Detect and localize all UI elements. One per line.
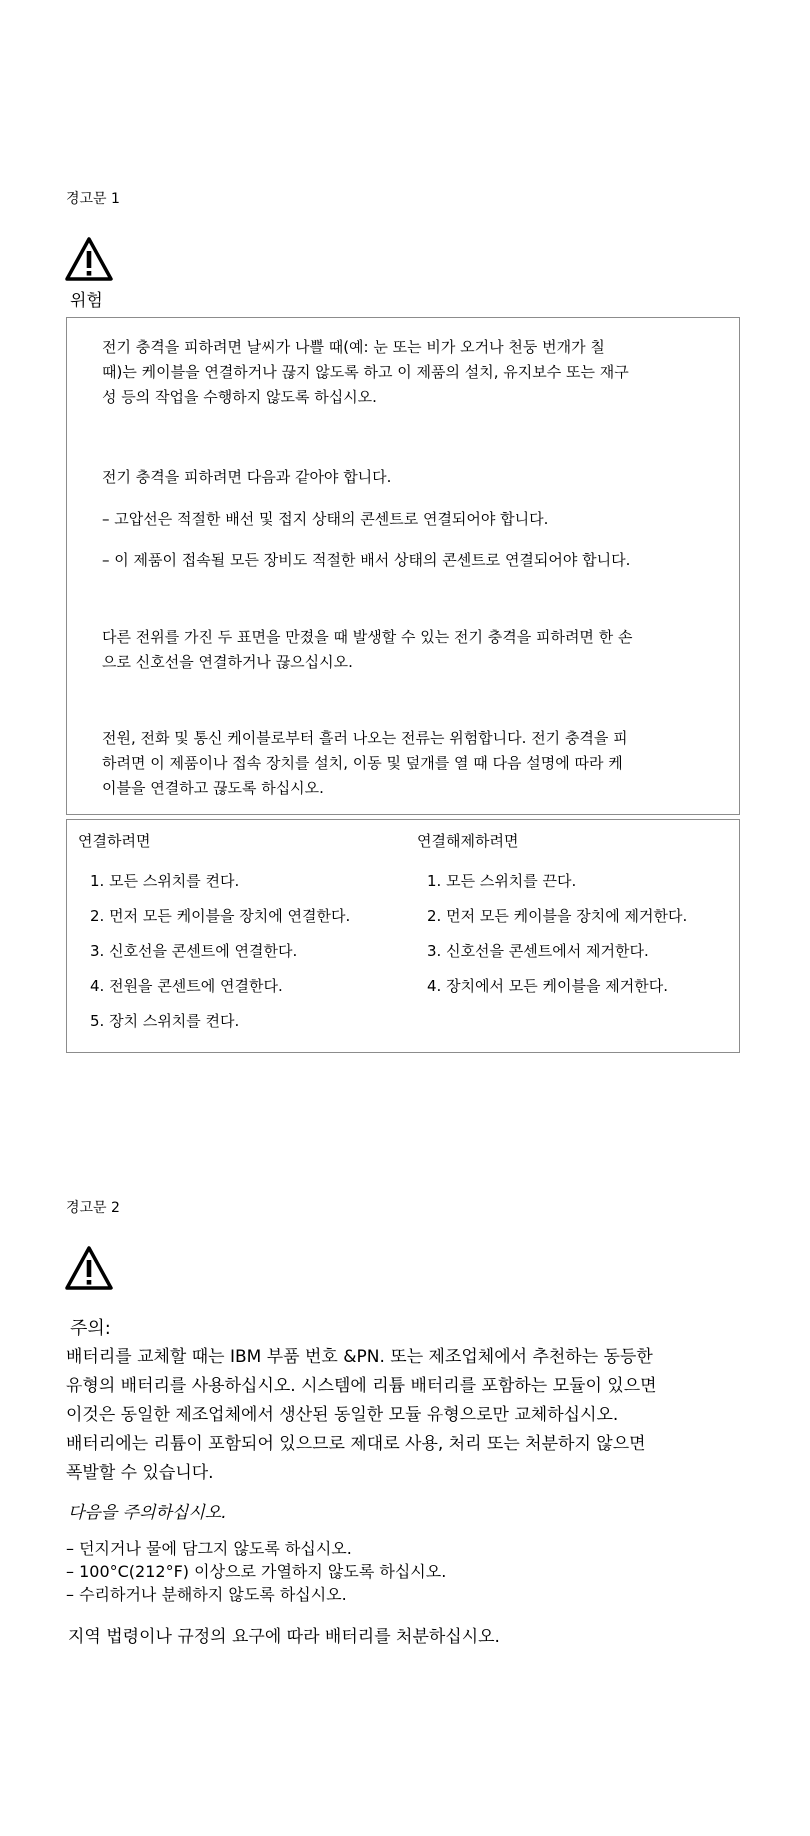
connect-step: 4. 전원을 콘센트에 연결한다. bbox=[90, 977, 283, 995]
connect-step: 5. 장치 스위치를 켠다. bbox=[90, 1012, 240, 1030]
disconnect-step: 3. 신호선을 콘센트에서 제거한다. bbox=[427, 942, 649, 960]
connect-step: 1. 모든 스위치를 켠다. bbox=[90, 872, 240, 890]
danger-paragraph-current: 전원, 전화 및 통신 케이블로부터 흘러 나오는 전류는 위험합니다. 전기 충격을 피 하려면 이 제품이나 접속 장치를 설치, 이동 및 덮개를 열 때 다음 설명에 따라 케 이블을 연결하고 끊도록 하십시오. bbox=[102, 729, 628, 797]
caution-intro: 다음을 주의하십시오. bbox=[68, 1503, 227, 1523]
disconnect-step: 2. 먼저 모든 케이블을 장치에 제거한다. bbox=[427, 907, 688, 925]
warning-triangle-icon bbox=[64, 236, 114, 282]
connect-step: 2. 먼저 모든 케이블을 장치에 연결한다. bbox=[90, 907, 351, 925]
caution-heading: 주의: bbox=[70, 1318, 111, 1339]
disconnect-step: 1. 모든 스위치를 끈다. bbox=[427, 872, 577, 890]
caution-list bbox=[66, 1537, 446, 1606]
connect-disconnect-table bbox=[66, 819, 740, 1053]
danger-heading: 위험 bbox=[70, 291, 103, 311]
disconnect-step: 4. 장치에서 모든 케이블을 제거한다. bbox=[427, 977, 669, 995]
danger-paragraph-high-voltage: – 고압선은 적절한 배선 및 접지 상태의 콘센트로 연결되어야 합니다. bbox=[102, 510, 549, 528]
battery-caution-text: 배터리를 교체할 때는 IBM 부품 번호 &PN. 또는 제조업체에서 추천하는 동등한 유형의 배터리를 사용하십시오. 시스템에 리튬 배터리를 포함하는 모듈이 있으면 이것은 동일한 제조업체에서 생산된 동일한 모듈 유형으로만 교체하십시오. 배터리에는 리튬이 포함되어 있으므로 제대로 사용, 처리 또는 처분하지 않으면 폭발할 수 있습니다. bbox=[66, 1347, 657, 1483]
disconnect-heading: 연결해제하려면 bbox=[417, 832, 519, 850]
list-item: – 수리하거나 분해하지 않도록 하십시오. bbox=[66, 1585, 347, 1604]
disposal-instruction: 지역 법령이나 규정의 요구에 따라 배터리를 처분하십시오. bbox=[68, 1627, 500, 1647]
connect-step: 3. 신호선을 콘센트에 연결한다. bbox=[90, 942, 298, 960]
list-item: – 100°C(212°F) 이상으로 가열하지 않도록 하십시오. bbox=[66, 1562, 447, 1581]
list-item: – 던지거나 물에 담그지 않도록 하십시오. bbox=[66, 1539, 352, 1558]
danger-paragraph-weather: 전기 충격을 피하려면 날씨가 나쁠 때(예: 눈 또는 비가 오거나 천둥 번개가 칠 때)는 케이블을 연결하거나 끊지 않도록 하고 이 제품의 설치, 유지보수 또는 재구 성 등의 작업을 수행하지 않도록 하십시오. bbox=[102, 338, 629, 406]
notice-1-label: 경고문 1 bbox=[66, 191, 120, 207]
warning-triangle-icon bbox=[64, 1245, 114, 1291]
danger-paragraph-requirements: 전기 충격을 피하려면 다음과 같아야 합니다. bbox=[102, 468, 392, 486]
danger-paragraph-signal: 다른 전위를 가진 두 표면을 만졌을 때 발생할 수 있는 전기 충격을 피하려면 한 손 으로 신호선을 연결하거나 끊으십시오. bbox=[102, 628, 633, 671]
notice-2-label: 경고문 2 bbox=[66, 1200, 120, 1216]
danger-paragraph-equipment: – 이 제품이 접속될 모든 장비도 적절한 배서 상태의 콘센트로 연결되어야 합니다. bbox=[102, 551, 631, 569]
danger-box bbox=[66, 317, 740, 815]
connect-heading: 연결하려면 bbox=[78, 832, 151, 850]
